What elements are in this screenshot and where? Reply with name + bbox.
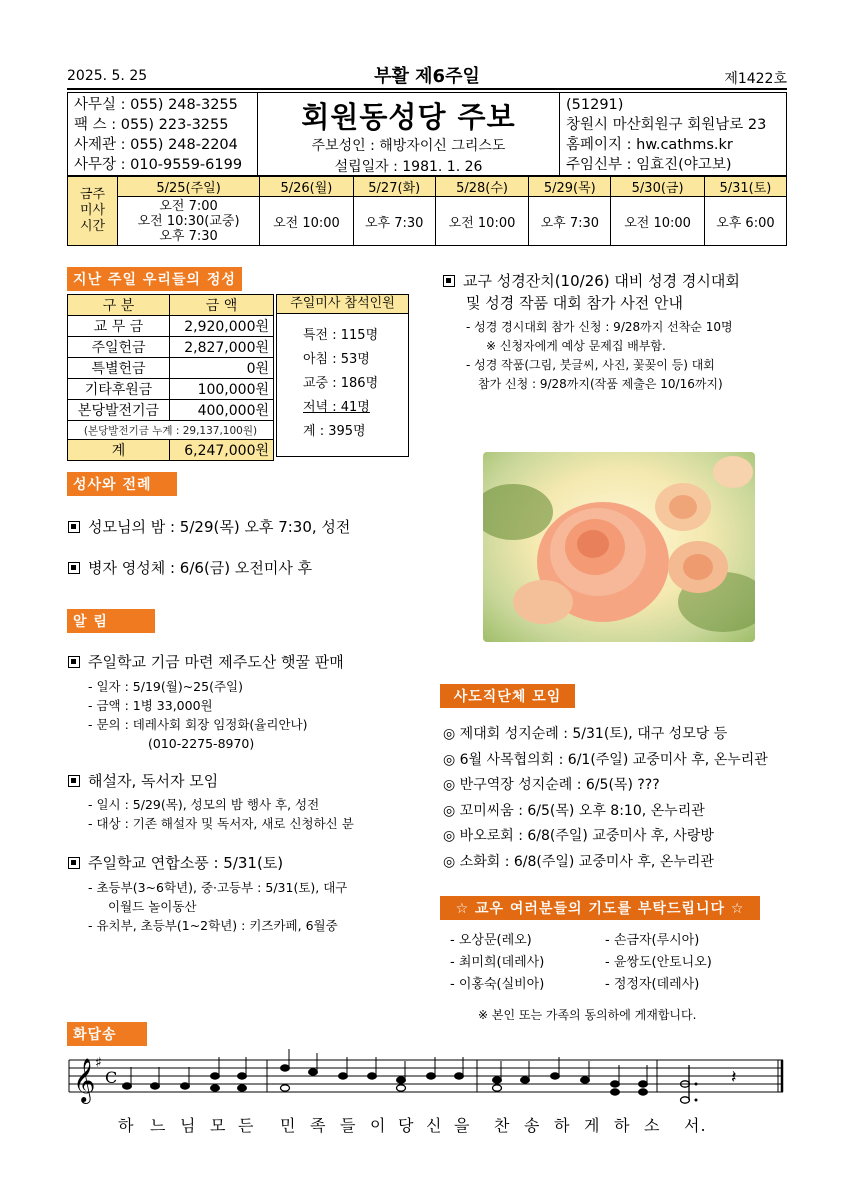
picnic-details: - 초등부(3~6학년), 중·고등부 : 5/31(토), 대구 이월드 놀이동산 - 유치부, 초등부(1~2학년) : 키즈카페, 6월중 <box>88 880 348 933</box>
svg-text:♯: ♯ <box>95 1055 102 1071</box>
office-phone: 사무실 : 055) 248-3255 <box>74 97 238 113</box>
address-info <box>560 93 786 175</box>
mass-time: 오전 7:00 오전 10:30(교중) 오후 7:30 <box>118 197 260 246</box>
music-staff <box>67 1045 785 1115</box>
prayer-list-right: - 손금자(루시아) - 윤쌍도(안토니오) - 정정자(데레사) <box>605 933 712 992</box>
lyric-9: 이 <box>370 1116 387 1135</box>
top-line <box>67 66 787 90</box>
list-item: ◎ 6월 사목협의회 : 6/1(주일) 교중미사 후, 온누리관 <box>443 751 768 768</box>
pastor: 주임신부 : 임효진(야고보) <box>566 157 732 173</box>
day-header: 5/27(화) <box>353 177 435 197</box>
issue-number: 제1422호 <box>724 71 787 87</box>
attendance-box <box>276 294 409 457</box>
lyric-14: 송 <box>524 1116 541 1135</box>
list-item: 성모님의 밤 : 5/29(목) 오후 7:30, 성전 <box>68 516 350 537</box>
lyric-11: 신 <box>426 1116 443 1135</box>
mass-time: 오전 10:00 <box>260 197 354 246</box>
rectory-phone: 사제관 : 055) 248-2204 <box>74 137 238 153</box>
mass-label: 금주 미사 시간 <box>68 177 118 246</box>
list-item: ◎ 소화회 : 6/8(주일) 교중미사 후, 온누리관 <box>443 853 714 870</box>
day-header: 5/28(수) <box>435 177 529 197</box>
lyric-7: 족 <box>310 1116 327 1135</box>
lyric-19: 서. <box>684 1116 707 1135</box>
checkbox-icon <box>443 275 455 287</box>
day-header: 5/26(월) <box>260 177 354 197</box>
bible-title-2: 및 성경 작품 대회 참가 사전 안내 <box>466 294 683 312</box>
list-item: ◎ 반구역장 성지순례 : 6/5(목) ??? <box>443 777 660 793</box>
mass-time: 오후 7:30 <box>353 197 435 246</box>
clerk-phone: 사무장 : 010-9559-6199 <box>74 157 243 173</box>
apostolate-list <box>443 722 768 875</box>
list-item: ◎ 바오로회 : 6/8(주일) 교중미사 후, 사랑방 <box>443 828 714 844</box>
attendance-header: 주일미사 참석인원 <box>277 295 408 314</box>
bulletin-title: 회원동성당 주보 <box>301 100 516 134</box>
founding-date: 설립일자 : 1981. 1. 26 <box>334 159 483 175</box>
lyric-6: 민 <box>280 1116 297 1135</box>
table-row: 특별헌금 0원 <box>68 358 274 379</box>
apostolate-label: 사도직단체 모임 <box>440 684 575 708</box>
lyric-3: 님 <box>180 1116 197 1135</box>
attendance-row: 계 : 395명 <box>303 424 366 439</box>
lyric-13: 찬 <box>494 1116 511 1135</box>
mass-time: 오후 6:00 <box>704 197 786 246</box>
checkbox-icon <box>68 857 80 869</box>
psalm-label: 화답송 <box>67 1022 147 1046</box>
list-item: ◎ 제대회 성지순례 : 5/31(토), 대구 성모당 등 <box>443 726 728 742</box>
notice-label: 알 림 <box>67 609 155 633</box>
lyric-8: 들 <box>340 1116 357 1135</box>
prayer-list-left: - 오상문(레오) - 최미희(데레사) - 이홍숙(실비아) <box>450 933 545 992</box>
homepage: 홈페이지 : hw.cathms.kr <box>566 137 733 153</box>
masthead-center <box>258 93 560 175</box>
table-row: 기타후원금 100,000원 <box>68 379 274 400</box>
checkbox-icon <box>68 521 80 533</box>
day-header: 5/31(토) <box>704 177 786 197</box>
lyric-5: 든 <box>238 1116 255 1135</box>
day-header: 5/25(주일) <box>118 177 260 197</box>
cumulative-row: (본당발전기금 누계 : 29,137,100원) <box>68 421 274 440</box>
list-item: ◎ 꼬미씨움 : 6/5(목) 오후 8:10, 온누리관 <box>443 802 705 819</box>
attendance-row: 교중 : 186명 <box>303 376 379 391</box>
liturgical-day: 부활 제6주일 <box>374 66 480 87</box>
rose-image <box>483 452 755 642</box>
attendance-row: 저녁 : 41명 <box>303 400 370 415</box>
mass-schedule-table <box>67 176 787 246</box>
attendance-row: 아침 : 53명 <box>303 352 370 367</box>
checkbox-icon <box>68 656 80 668</box>
list-item: 교구 성경잔치(10/26) 대비 성경 경시대회 <box>443 270 740 291</box>
table-row: 본당발전기금 400,000원 <box>68 400 274 421</box>
fax-number: 팩 스 : 055) 223-3255 <box>74 117 229 133</box>
sacraments-label: 성사와 전례 <box>67 472 177 496</box>
day-header: 5/30(금) <box>611 177 705 197</box>
list-item: 주일학교 연합소풍 : 5/31(토) <box>68 852 283 873</box>
list-item: 해설자, 독서자 모임 <box>68 770 218 791</box>
lyric-10: 당 <box>398 1116 415 1135</box>
contact-info <box>68 93 258 175</box>
prayer-label: ☆ 교우 여러분들의 기도를 부탁드립니다 ☆ <box>440 896 760 920</box>
day-header: 5/29(목) <box>529 177 611 197</box>
list-item: 병자 영성체 : 6/6(금) 오전미사 후 <box>68 557 312 578</box>
street-address: 창원시 마산회원구 회원남로 23 <box>566 117 767 133</box>
lyric-12: 을 <box>454 1116 471 1135</box>
bible-details: - 성경 경시대회 참가 신청 : 9/28까지 선착순 10명 ※ 신청자에게 예상 문제집 배부함. - 성경 작품(그림, 붓글씨, 사진, 꽃꽂이 등) 대회 참가 신청 : 9/28까지(작품 제출은 10/16까지) <box>466 320 733 391</box>
masthead-box <box>67 92 787 176</box>
svg-text:𝄞: 𝄞 <box>73 1058 96 1102</box>
patron-saint: 주보성인 : 해방자이신 그리스도 <box>311 138 506 154</box>
lyric-16: 게 <box>584 1116 601 1135</box>
checkbox-icon <box>68 562 80 574</box>
table-row: 주일헌금 2,827,000원 <box>68 337 274 358</box>
checkbox-icon <box>68 775 80 787</box>
table-row: 교 무 금 2,920,000원 <box>68 316 274 337</box>
lyric-2: 느 <box>150 1116 167 1135</box>
lyric-1: 하 <box>118 1116 135 1135</box>
lyric-15: 하 <box>554 1116 571 1135</box>
svg-text:𝄽: 𝄽 <box>731 1067 737 1088</box>
consent-note: ※ 본인 또는 가족의 동의하에 게재합니다. <box>478 1008 697 1022</box>
lyric-17: 하 <box>614 1116 631 1135</box>
issue-date: 2025. 5. 25 <box>67 68 148 84</box>
lyric-4: 모 <box>210 1116 227 1135</box>
svg-text:C: C <box>105 1068 118 1087</box>
zip-code: (51291) <box>566 97 624 113</box>
total-row: 계 6,247,000원 <box>68 440 274 461</box>
mass-time: 오후 7:30 <box>529 197 611 246</box>
honey-details: - 일자 : 5/19(월)~25(주일) - 금액 : 1병 33,000원 - 문의 : 데레사회 회장 임정화(율리안나) (010-2275-8970) <box>88 679 308 751</box>
lector-details: - 일시 : 5/29(목), 성모의 밤 행사 후, 성전 - 대상 : 기존 해설자 및 독서자, 새로 신청하신 분 <box>88 797 354 831</box>
offering-label: 지난 주일 우리들의 정성 <box>67 267 242 291</box>
list-item: 주일학교 기금 마련 제주도산 햇꿀 판매 <box>68 651 344 672</box>
mass-time: 오전 10:00 <box>611 197 705 246</box>
lyric-18: 소 <box>644 1116 661 1135</box>
mass-time: 오전 10:00 <box>435 197 529 246</box>
offering-table: 구 분 금 액 교 무 금 2,920,000원 주일헌금 2,827,000원 특별헌금 0원 기타후원금 100,000원 본당발전기금 400,000원 (본당발전기금 누계 : 29,137,100원) 계 6,247,000원 <box>67 294 274 461</box>
attendance-row: 특전 : 115명 <box>303 328 379 343</box>
